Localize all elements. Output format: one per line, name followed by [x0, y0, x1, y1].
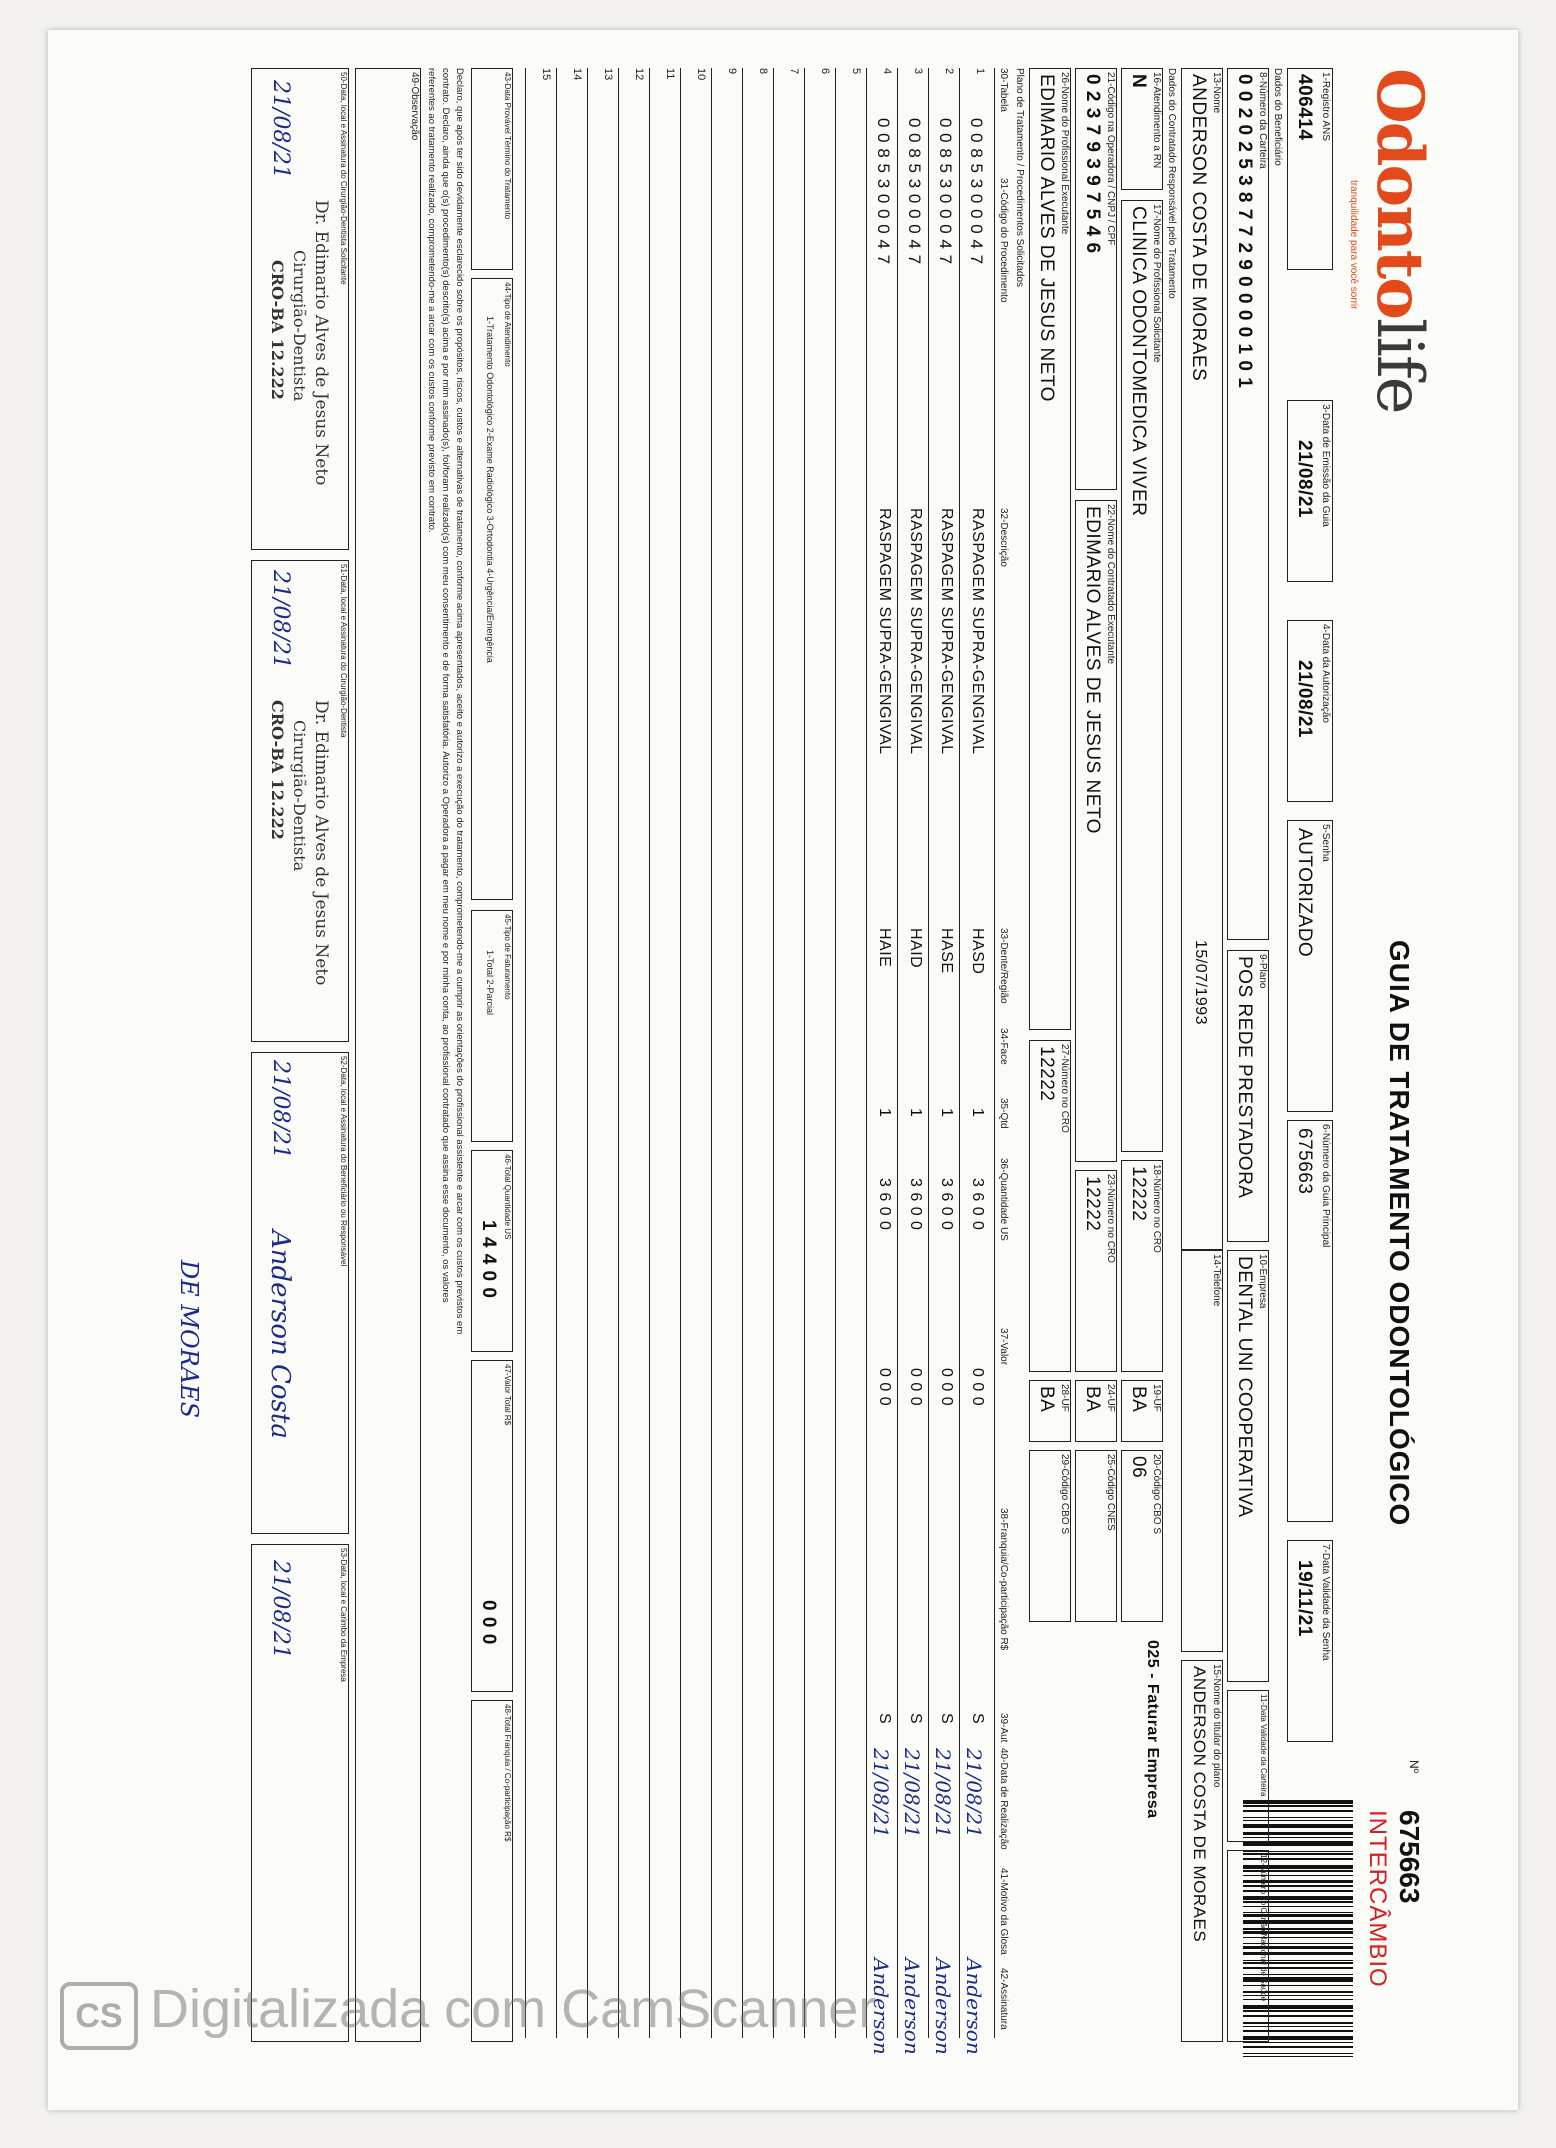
titular-label: 15-Nome do titular do plano	[1211, 1664, 1222, 1788]
declaration-line-1: Declaro, que após ter sido devidamente esclarecido sobre os propósitos, riscos, custos e alternativas de tratamento, conforme acima apresentados, aceito e autorizo a execução do tratamento, comprometendo-me a cumprir as orientações do profissional assistente e arcar com os custos previstos em	[454, 68, 465, 1335]
sig52-label: 52-Data, local e Assinatura do Beneficiário ou Responsável	[339, 1056, 348, 1267]
uf-value: BA	[1128, 1386, 1149, 1413]
rn-value: N	[1128, 74, 1149, 89]
senha-label: 5-Senha	[1320, 824, 1331, 862]
realization-date: 21/08/21	[931, 1748, 955, 1838]
procedure-code: 0 0 8 5 3 0 0 0 4 7	[936, 118, 955, 265]
uf3-label: 28-UF	[1059, 1384, 1070, 1412]
cro2-value: 12222	[1082, 1176, 1103, 1232]
tipo-atendimento-opts: 1-Tratamento Odontológico 2-Exame Radiológico 3-Ortodontia 4-Urgência/Emergência	[485, 316, 495, 663]
tooth-region: HAIE	[876, 928, 893, 968]
row-number: 11	[664, 68, 676, 80]
sig50-stamp-cro: CRO-BA 12.222	[268, 260, 287, 400]
uf2-value: BA	[1082, 1386, 1103, 1413]
contratado-section: Dados do Contratado Responsável pelo Tratamento	[1166, 68, 1177, 299]
plano-value: POS REDE PRESTADORA	[1234, 956, 1255, 1199]
row-number: 14	[571, 68, 583, 81]
sig53-box	[251, 1544, 349, 2042]
cro3-value: 12222	[1036, 1046, 1057, 1102]
beneficiario-section: Dados do Beneficiário	[1272, 68, 1283, 166]
odontolife-logo	[1362, 68, 1437, 412]
value: 0 0 0	[969, 1368, 986, 1407]
row-number: 2	[943, 68, 955, 75]
telefone-label: 14-Telefone	[1211, 1254, 1222, 1307]
table-section: Plano de Tratamento / Procedimentos Solicitados	[1014, 68, 1025, 288]
termino-label: 43-Data Provável Término do Tratamento	[503, 72, 512, 220]
carteira-label: 8-Número da Carteira	[1257, 72, 1268, 169]
row-number: 5	[850, 68, 862, 75]
row-number: 3	[912, 68, 924, 75]
declaration-line-3: referentes ao tratamento realizado, comprometendo-me a arcar com os custos conforme previsto em contrato.	[426, 68, 437, 533]
cro2-label: 23-Número no CRO	[1105, 1174, 1116, 1263]
nome-value: ANDERSON COSTA DE MORAES	[1188, 74, 1209, 382]
telefone-box	[1181, 1250, 1223, 1652]
autorizacao-label: 4-Data da Autorização	[1320, 624, 1331, 723]
codigo-operadora-value: 0 2 3 7 9 3 9 7 5 4 6	[1082, 74, 1103, 254]
row-number: 7	[788, 68, 800, 75]
procedure-code: 0 0 8 5 3 0 0 0 4 7	[967, 118, 986, 265]
quantity-us: 3 6 0 0	[969, 1178, 986, 1231]
sig52-beneficiary-signature: Anderson Costa	[265, 1230, 295, 1439]
authorized: S	[907, 1713, 924, 1725]
cro-value: 12222	[1128, 1166, 1149, 1222]
solicitante-value: CLINICA ODONTOMEDICA VIVER	[1128, 206, 1149, 517]
quantity-us: 3 6 0 0	[938, 1178, 955, 1231]
procedure-code: 0 0 8 5 3 0 0 0 4 7	[905, 118, 924, 265]
quantity: 1	[969, 1108, 986, 1118]
executante-label: 22-Nome do Contratado Executante	[1105, 504, 1116, 665]
th-us: 36-Quantidade US	[998, 1158, 1009, 1241]
row-number: 4	[881, 68, 893, 75]
uf2-label: 24-UF	[1105, 1384, 1116, 1412]
procedure-description: RASPAGEM SUPRA-GENGIVAL	[938, 508, 955, 755]
quantity-us: 3 6 0 0	[876, 1178, 893, 1231]
th-qtd: 35-Qtd	[998, 1098, 1009, 1129]
codigo-operadora-label: 21-Código na Operadora / CNPJ / CPF	[1105, 72, 1116, 246]
sig50-stamp-name: Dr. Edimario Alves de Jesus Neto	[311, 200, 331, 486]
th-franquia: 38-Franquia/Co-participação R$	[998, 1508, 1009, 1651]
row-number: 6	[819, 68, 831, 75]
table-row	[711, 68, 743, 2038]
table-header	[994, 68, 1011, 2038]
guia-principal-label: 6-Número da Guia Principal	[1320, 1124, 1331, 1248]
sig53-date: 21/08/21	[268, 1560, 293, 1659]
emissao-value: 21/08/21	[1294, 440, 1315, 518]
executante-value: EDIMARIO ALVES DE JESUS NETO	[1082, 506, 1103, 834]
row-number: 15	[540, 68, 552, 81]
paper-sheet	[48, 30, 1518, 2110]
quantity-us: 3 6 0 0	[907, 1178, 924, 1231]
valor-total-value: 0 0 0	[478, 1600, 499, 1645]
row-number: 10	[695, 68, 707, 81]
declaration-line-2: contrato. Declaro, ainda que o(s) procedimento(s) descrito(s) acima e por mim assinado(s), foi/foram realizado(s) com meu consentimento e de forma satisfatória. Autorizo a Operadora a pagar em meu nome e por minha conta, ao profissional contratado que assina esse documento, os valores	[440, 68, 451, 1303]
th-face: 34-Face	[998, 1028, 1009, 1065]
row-number: 9	[726, 68, 738, 75]
sig52-beneficiary-surname: DE MORAES	[175, 1260, 203, 1419]
cbos3-label: 29-Código CBO S	[1059, 1454, 1070, 1535]
solicitante-label: 17-Nome do Profissional Solicitante	[1151, 204, 1162, 363]
autorizacao-value: 21/08/21	[1294, 660, 1315, 738]
validade-senha-label: 7-Data Validade da Senha	[1320, 1544, 1331, 1661]
authorized: S	[969, 1713, 986, 1725]
row-number: 12	[633, 68, 645, 81]
valor-total-label: 47-Valor Total R$	[503, 1364, 512, 1426]
validade-senha-value: 19/11/21	[1294, 1560, 1315, 1637]
tooth-region: HASD	[969, 928, 986, 975]
sig51-date: 21/08/21	[268, 570, 293, 669]
empresa-value: DENTAL UNI COOPERATIVA	[1234, 1256, 1255, 1518]
tipo-faturamento-opts: 1-Total 2-Parcial	[485, 950, 495, 1016]
faturar-empresa: 025 - Faturar Empresa	[1144, 1640, 1161, 1819]
reg-ans-label: 1-Registro ANS	[1320, 72, 1331, 141]
authorized: S	[938, 1713, 955, 1725]
number-label: Nº	[1407, 1760, 1421, 1774]
franquia-total-label: 48-Total Franquia / Co-participação R$	[503, 1704, 512, 1842]
authorized: S	[876, 1713, 893, 1725]
table-row	[866, 68, 898, 2055]
titular-value: ANDERSON COSTA DE MORAES	[1190, 1666, 1209, 1943]
th-codigo: 31-Código do Procedimento	[998, 178, 1009, 303]
tipo-faturamento-label: 45-Tipo de Faturamento	[503, 914, 512, 1000]
realization-date: 21/08/21	[900, 1748, 924, 1838]
realization-date: 21/08/21	[962, 1748, 986, 1838]
procedure-description: RASPAGEM SUPRA-GENGIVAL	[876, 508, 893, 755]
value: 0 0 0	[876, 1368, 893, 1407]
table-row	[804, 68, 836, 2038]
tooth-region: HASE	[938, 928, 955, 974]
table-row	[897, 68, 929, 2055]
table-row	[959, 68, 991, 2055]
exchange-label: INTERCÂMBIO	[1364, 1810, 1391, 1988]
table-row	[680, 68, 712, 2038]
reg-ans-value: 406414	[1294, 74, 1315, 141]
cns-label: 12-Número do Cartão Nacional de Saúde	[1259, 1854, 1268, 2002]
sig51-label: 51-Data, local e Assinatura do Cirurgião-Dentista	[339, 564, 348, 738]
tooth-region: HAID	[907, 928, 924, 969]
senha-value: AUTORIZADO	[1294, 828, 1315, 958]
row-number: 1	[974, 68, 986, 75]
form-title: GUIA DE TRATAMENTO ODONTOLÓGICO	[1384, 940, 1415, 1527]
row-number: 8	[757, 68, 769, 75]
value: 0 0 0	[907, 1368, 924, 1407]
table-row	[649, 68, 681, 2038]
cbos-label: 20-Código CBO S	[1151, 1454, 1162, 1535]
sig51-stamp-role: Cirurgião-Dentista	[290, 720, 309, 872]
row-signature: Anderson	[869, 1958, 893, 2055]
dental-treatment-form	[23, 60, 1443, 2100]
logo-life-text: life	[1362, 317, 1436, 413]
th-glosa: 41-Motivo da Glosa	[998, 1868, 1009, 1955]
procedure-description: RASPAGEM SUPRA-GENGIVAL	[907, 508, 924, 755]
table-row	[618, 68, 650, 2038]
logo-tagline: tranquilidade para você sorrir	[1348, 180, 1359, 310]
quantity: 1	[907, 1108, 924, 1118]
nome-label: 13-Nome	[1211, 72, 1222, 114]
prof-executante-value: EDIMARIO ALVES DE JESUS NETO	[1036, 74, 1057, 402]
row-number: 13	[602, 68, 614, 81]
sig51-stamp-name: Dr. Edimario Alves de Jesus Neto	[311, 700, 331, 986]
table-row	[773, 68, 805, 2038]
cro-label: 18-Número no CRO	[1151, 1164, 1162, 1253]
sig52-date: 21/08/21	[268, 1060, 293, 1159]
nascimento-value: 15/07/1993	[1192, 940, 1209, 1026]
quantity: 1	[938, 1108, 955, 1118]
table-row	[928, 68, 960, 2055]
barcode-bar	[1243, 2056, 1353, 2057]
table-row	[587, 68, 619, 2038]
uf-label: 19-UF	[1151, 1384, 1162, 1412]
th-valor: 37-Valor	[998, 1328, 1009, 1366]
observacao-box	[355, 68, 421, 2042]
cro3-label: 27-Número no CRO	[1059, 1044, 1070, 1133]
row-signature: Anderson	[931, 1958, 955, 2055]
barcode-bar	[1243, 2046, 1353, 2049]
carteira-value: 0 0 2 0 2 5 3 8 7 7 2 9 0 0 0 0 1 0 1	[1234, 74, 1255, 389]
empresa-label: 10-Empresa	[1257, 1254, 1268, 1309]
value: 0 0 0	[938, 1368, 955, 1407]
barcode-bar	[1243, 2053, 1353, 2054]
cbos-value: 06	[1128, 1456, 1149, 1479]
rn-label: 16-Atendimento a RN	[1151, 72, 1162, 169]
validade-carteira-label: 11-Data Validade da Carteira	[1259, 1694, 1268, 1797]
th-tabela: 30-Tabela	[998, 68, 1009, 112]
procedure-code: 0 0 8 5 3 0 0 0 4 7	[874, 118, 893, 265]
guia-principal-value: 675663	[1294, 1128, 1315, 1195]
realization-date: 21/08/21	[869, 1748, 893, 1838]
emissao-label: 3-Data de Emissão da Guia	[1320, 404, 1331, 527]
sig50-stamp-role: Cirurgião-Dentista	[290, 250, 309, 402]
camscanner-watermark: Digitalizada com CamScanner	[150, 1979, 877, 2039]
plano-label: 9-Plano	[1257, 954, 1268, 989]
total-us-value: 1 4 4 0 0	[478, 1220, 499, 1299]
uf3-value: BA	[1036, 1386, 1057, 1413]
row-signature: Anderson	[962, 1958, 986, 2055]
table-row	[742, 68, 774, 2038]
procedure-description: RASPAGEM SUPRA-GENGIVAL	[969, 508, 986, 755]
th-regiao: 33-Dente/Região	[998, 928, 1009, 1004]
quantity: 1	[876, 1108, 893, 1118]
guide-number: 675663	[1394, 1810, 1425, 1904]
th-aut: 39-Aut	[998, 1713, 1009, 1743]
th-descricao: 32-Descrição	[998, 508, 1009, 567]
sig50-date: 21/08/21	[268, 80, 293, 179]
row-signature: Anderson	[900, 1958, 924, 2055]
table-row	[525, 68, 557, 2038]
sig51-stamp-cro: CRO-BA 12.222	[268, 700, 287, 840]
cnes-label: 25-Código CNES	[1105, 1454, 1116, 1531]
logo-main-text: Odonto	[1362, 68, 1437, 318]
camscanner-icon: CS	[60, 1982, 138, 2050]
sig53-label: 53-Data, local e Carimbo da Empresa	[339, 1548, 348, 1682]
prof-executante-label: 26-Nome do Profissional Executante	[1059, 72, 1070, 235]
table-row	[835, 68, 867, 2038]
th-data: 40-Data de Realização	[998, 1748, 1009, 1850]
tipo-atendimento-label: 44-Tipo de Atendimento	[503, 282, 512, 367]
total-us-label: 46-Total Quantidade US	[503, 1154, 512, 1240]
th-assinatura: 42-Assinatura	[998, 1968, 1009, 2030]
sig50-label: 50-Data, local e Assinatura do Cirurgião-Dentista Solicitante	[339, 72, 348, 285]
observacao-label: 49-Observação	[409, 72, 420, 141]
table-row	[556, 68, 588, 2038]
